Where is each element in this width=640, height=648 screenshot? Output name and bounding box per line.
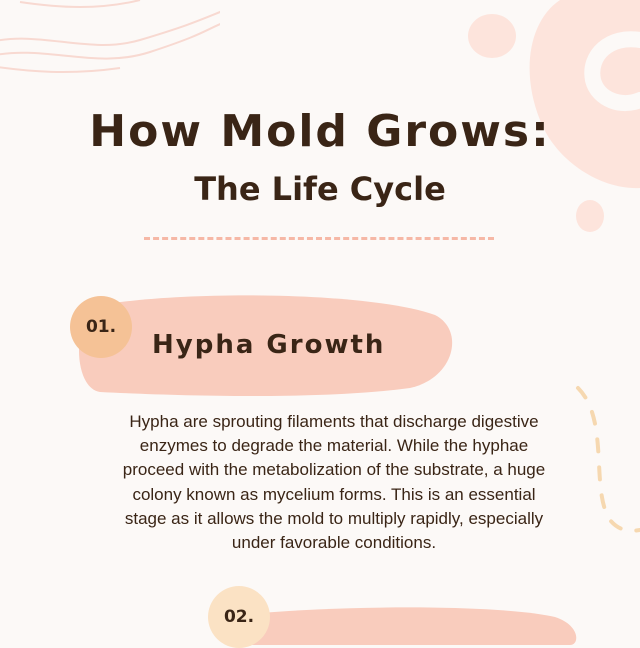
wavy-lines-decoration [0, 0, 220, 80]
step-title: Hypha Growth [152, 330, 386, 360]
step-number-badge: 01. [70, 296, 132, 358]
page-title: How Mold Grows: [89, 106, 551, 157]
step-title-blob [240, 605, 580, 645]
step-number-badge: 02. [208, 586, 270, 648]
dashed-arc-decoration [570, 380, 640, 540]
page-subtitle: The Life Cycle [194, 170, 446, 208]
title-divider [144, 237, 494, 240]
step-description: Hypha are sprouting filaments that discharge digestive enzymes to degrade the material. While the hyphae proceed with the metabolization of the substrate, a huge colony known as mycelium forms. This is an essential stage as it allows the mold to multiply rapidly, especially under favorable conditions. [122, 412, 546, 553]
